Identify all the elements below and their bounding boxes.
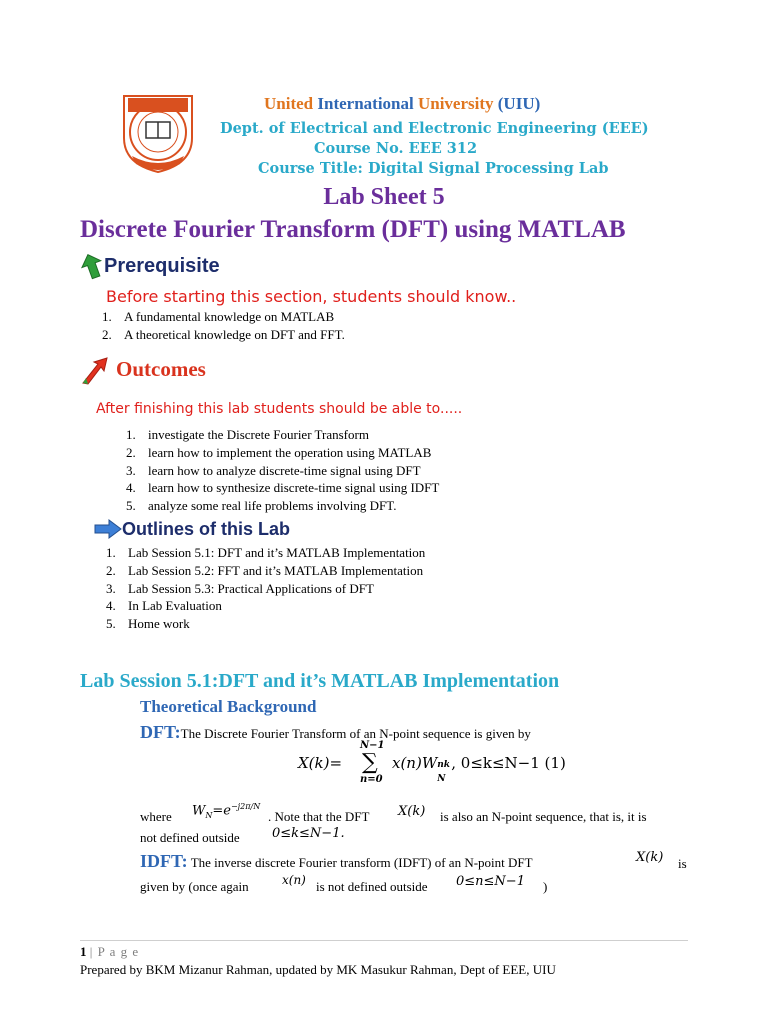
sum-upper-limit: N−1 (360, 740, 385, 751)
xk-symbol: X(k) (398, 804, 426, 819)
course-title: Course Title: Digital Signal Processing Lab (258, 160, 609, 177)
sum-symbol-icon: ∑ (362, 750, 378, 775)
list-item: 2. learn how to implement the operation using MATLAB (126, 444, 432, 460)
list-item: 2. A theoretical knowledge on DFT and FFT. (102, 326, 345, 342)
outlines-list (106, 544, 425, 633)
idft-xk-symbol: X(k) (636, 850, 664, 865)
page-number: 1 | P a g e (80, 944, 140, 959)
idft-is-word: is (678, 856, 687, 871)
arrow-right-icon (94, 519, 122, 544)
note-text-2: is also an N-point sequence, that is, it is (440, 809, 647, 824)
sum-lower-limit: n=0 (360, 774, 383, 785)
idft-paragraph (140, 851, 533, 872)
idft-label: IDFT: (140, 851, 188, 871)
list-item: 3. learn how to analyze discrete-time signal using DFT (126, 462, 421, 478)
lab-sheet-title: Lab Sheet 5 (323, 184, 445, 210)
list-item: 5. Home work (106, 616, 190, 632)
list-item: 5. analyze some real life problems involving DFT. (126, 498, 397, 514)
outcomes-heading: Outcomes (116, 357, 206, 381)
prerequisite-heading: Prerequisite (104, 255, 220, 277)
prerequisite-intro: Before starting this section, students should know.. (106, 287, 517, 306)
footer-divider (80, 940, 688, 941)
list-item: 3. Lab Session 5.3: Practical Applications of DFT (106, 580, 374, 596)
arrow-up-icon (80, 252, 104, 285)
course-number: Course No. EEE 312 (314, 140, 478, 157)
where-word: where (140, 809, 172, 824)
idft-text: The inverse discrete Fourier transform (IDFT) of an N-point DFT (190, 855, 533, 870)
list-item: 1. investigate the Discrete Fourier Transform (126, 427, 369, 442)
dft-paragraph (140, 722, 531, 743)
outcomes-list (126, 426, 439, 515)
k-range: 0≤k≤N−1. (272, 826, 345, 841)
arrow-right-up-icon (80, 356, 110, 391)
dft-text: The Discrete Fourier Transform of an N-point sequence is given by (180, 726, 531, 741)
note-text: . Note that the DFT (268, 809, 370, 824)
list-item: 4. In Lab Evaluation (106, 598, 222, 614)
dft-equation-rhs: x(n)W nk N , 0≤k≤N−1 (1) (392, 754, 566, 784)
prerequisite-list (102, 308, 345, 344)
theoretical-background-heading: Theoretical Background (140, 697, 317, 716)
not-defined-text-2: is not defined outside (316, 879, 428, 894)
department-line: Dept. of Electrical and Electronic Engineering (EEE) (220, 120, 649, 137)
xn-symbol: x(n) (282, 873, 306, 887)
outcomes-intro: After finishing this lab students should be able to..... (96, 401, 463, 417)
list-item: 1. A fundamental knowledge on MATLAB (102, 309, 335, 324)
list-item: 2. Lab Session 5.2: FFT and it’s MATLAB Implementation (106, 562, 424, 578)
outlines-heading: Outlines of this Lab (122, 519, 291, 539)
list-item: 1. Lab Session 5.1: DFT and it’s MATLAB Implementation (106, 545, 426, 560)
university-logo (110, 92, 206, 176)
dft-equation: X(k)= (298, 754, 343, 772)
document-title: Discrete Fourier Transform (DFT) using MATLAB (80, 216, 626, 243)
n-range: 0≤n≤N−1 (456, 874, 525, 889)
list-item: 4. learn how to synthesize discrete-time signal using IDFT (126, 480, 440, 496)
close-paren: ) (543, 879, 548, 894)
not-defined-text: not defined outside (140, 830, 240, 845)
prepared-by: Prepared by BKM Mizanur Rahman, updated by MK Masukur Rahman, Dept of EEE, UIU (80, 962, 556, 977)
given-by-text: given by (once again (140, 879, 249, 894)
session-title: Lab Session 5.1:DFT and it’s MATLAB Implementation (80, 670, 560, 692)
wn-expression: $W_N=e^{-j2\pi/N}$ (192, 802, 261, 820)
university-name: United International University (UIU) (264, 94, 541, 113)
dft-label: DFT: (140, 722, 181, 742)
